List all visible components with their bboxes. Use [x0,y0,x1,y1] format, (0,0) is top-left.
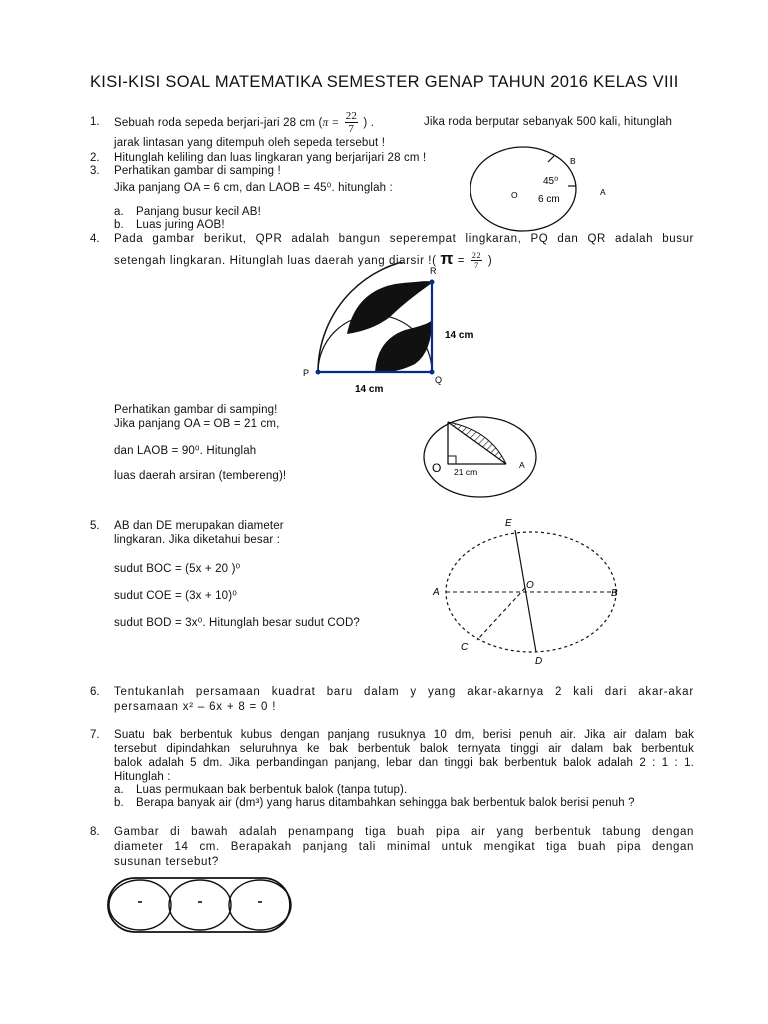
q4-point-q [430,370,435,375]
q4-label-side-right: 14 cm [445,330,474,341]
q1-frac-num: 22 [345,110,358,123]
q4-sub-line-1: Perhatikan gambar di samping! [114,404,278,416]
question-8-line-2: diameter 14 cm. Berapakah panjang tali minimal untuk mengikat tiga buah pipa dengan [114,841,694,853]
q4-segment-figure [420,410,540,505]
question-1-line-1 [114,108,374,138]
q5-bod: sudut BOD = 3x⁰. Hitunglah besar sudut COD? [114,617,360,629]
question-number: 4. [90,233,100,245]
question-5-line-1: AB dan DE merupakan diameter [114,520,284,532]
question-7-line-3: balok adalah 5 dm. Jika perbandingan panjang, lebar dan tinggi bak berbentuk balok adalah 2 : 1 : 1. [114,757,694,769]
q5-label-b: B [611,588,618,599]
question-7-line-2: tersebut dipindahkan seluruhnya ke bak berbentuk balok ternyata tinggi air dalam bak berbentuk [114,743,694,755]
question-1-text-c: Jika roda berputar sebanyak 500 kali, hitunglah [424,116,673,128]
q8-pipe-3 [229,880,291,930]
question-1-line-2: jarak lintasan yang ditempuh oleh sepeda tersebut ! [114,137,386,149]
page-title: KISI-KISI SOAL MATEMATIKA SEMESTER GENAP TAHUN 2016 KELAS VIII [90,73,679,91]
q7-option-a-label: a. [114,784,124,796]
question-8-line-1: Gambar di bawah adalah penampang tiga buah pipa air yang berbentuk tabung dengan [114,826,694,838]
q5-label-a: A [433,587,440,598]
q8-pipe-1 [109,880,171,930]
q4-eq: = [457,255,466,267]
q3-label-angle: 45⁰ [543,176,559,187]
question-number: 1. [90,116,100,128]
q1-text-a: Sebuah roda sepeda berjari-jari 28 cm ( [114,117,323,129]
question-number: 8. [90,826,100,838]
q4-frac-num: 22 [471,251,482,261]
q3-label-radius: 6 cm [538,194,560,205]
q5-boc: sudut BOC = (5x + 20 )⁰ [114,563,241,575]
q4-label-q: Q [435,375,443,385]
q3-label-a: A [600,187,606,197]
q5-circle-figure [425,510,635,670]
q3-option-b-label: b. [114,219,124,231]
q4-sub-label-a: A [519,460,525,470]
q7-option-a-text: Luas permukaan bak berbentuk balok (tanpa tutup). [136,784,408,796]
q4-sub-chord [448,422,506,464]
q3-option-b-text: Luas juring AOB! [136,219,225,231]
question-7-line-4: Hitunglah : [114,771,171,783]
q8-pipes-figure [100,874,300,936]
q3-circle-figure [470,140,630,240]
q4-sub-right-angle [448,456,456,464]
q4-label-side-bottom: 14 cm [355,384,384,395]
q5-coe: sudut COE = (3x + 10)⁰ [114,590,237,602]
q1-frac-den: 7 [348,123,355,136]
question-number: 3. [90,165,100,177]
q8-pipe-2 [169,880,231,930]
q7-option-b-label: b. [114,797,124,809]
question-6-line-2: persamaan x² – 6x + 8 = 0 ! [114,701,277,713]
q4-frac-den: 7 [474,261,479,271]
q4-quarter-circle-figure [295,262,485,397]
q4-sub-line-3: dan LAOB = 90⁰. Hitunglah [114,445,257,457]
q3-label-b: B [570,156,576,166]
question-4-line-1: Pada gambar berikut, QPR adalah bangun seperempat lingkaran, PQ dan QR adalah busur [114,233,694,245]
question-3-line-1: Perhatikan gambar di samping ! [114,165,281,177]
q3-option-a-label: a. [114,206,124,218]
q3-tick-b [548,156,554,162]
q1-pi: π = [322,117,340,129]
q4-pi: π [440,249,454,268]
question-8-line-3: susunan tersebut? [114,856,219,868]
q1-fraction [345,110,358,135]
question-7-line-1: Suatu bak berbentuk kubus dengan panjang rusuknya 10 dm, berisi penuh air. Jika air dalam bak [114,729,694,741]
q5-label-c: C [461,642,469,653]
q4-shaded-top [347,282,432,334]
q3-option-a-text: Panjang busur kecil AB! [136,206,261,218]
q4-line2-b: ) [487,255,493,267]
q4-sub-circle [424,417,536,497]
q5-diameter-de [515,530,536,652]
q4-label-r: R [430,266,437,276]
q8-rope [108,878,290,932]
q4-sub-line-4: luas daerah arsiran (tembereng)! [114,470,287,482]
q4-line2-a: setengah lingkaran. Hitunglah luas daerah yang diarsir !( [114,255,437,267]
q5-label-e: E [505,518,512,529]
question-5-line-2: lingkaran. Jika diketahui besar : [114,534,281,546]
q4-sub-line-2: Jika panjang OA = OB = 21 cm, [114,418,280,430]
question-number: 6. [90,686,100,698]
q4-point-p [316,370,321,375]
q4-label-p: P [303,368,310,378]
question-2-text: Hitunglah keliling dan luas lingkaran yang berjarijari 28 cm ! [114,152,427,164]
q5-label-d: D [535,656,543,667]
q4-sub-label-radius: 21 cm [454,467,478,477]
question-number: 5. [90,520,100,532]
q3-circle [470,147,576,231]
q5-label-o: O [526,580,534,591]
question-number: 7. [90,729,100,741]
q1-text-b: ) . [363,117,375,129]
q3-label-o: O [511,190,518,200]
q4-shaded-bottom [375,320,432,372]
question-number: 2. [90,152,100,164]
question-3-line-2: Jika panjang OA = 6 cm, dan LAOB = 45⁰. hitunglah : [114,182,393,194]
q7-option-b-text: Berapa banyak air (dm³) yang harus ditambahkan sehingga bak berbentuk balok berisi penuh ? [136,797,635,809]
q5-radius-oc [477,588,525,640]
q4-point-r [430,280,435,285]
question-6-line-1: Tentukanlah persamaan kuadrat baru dalam y yang akar-akarnya 2 kali dari akar-akar [114,686,694,698]
q4-sub-label-o: O [432,461,442,475]
